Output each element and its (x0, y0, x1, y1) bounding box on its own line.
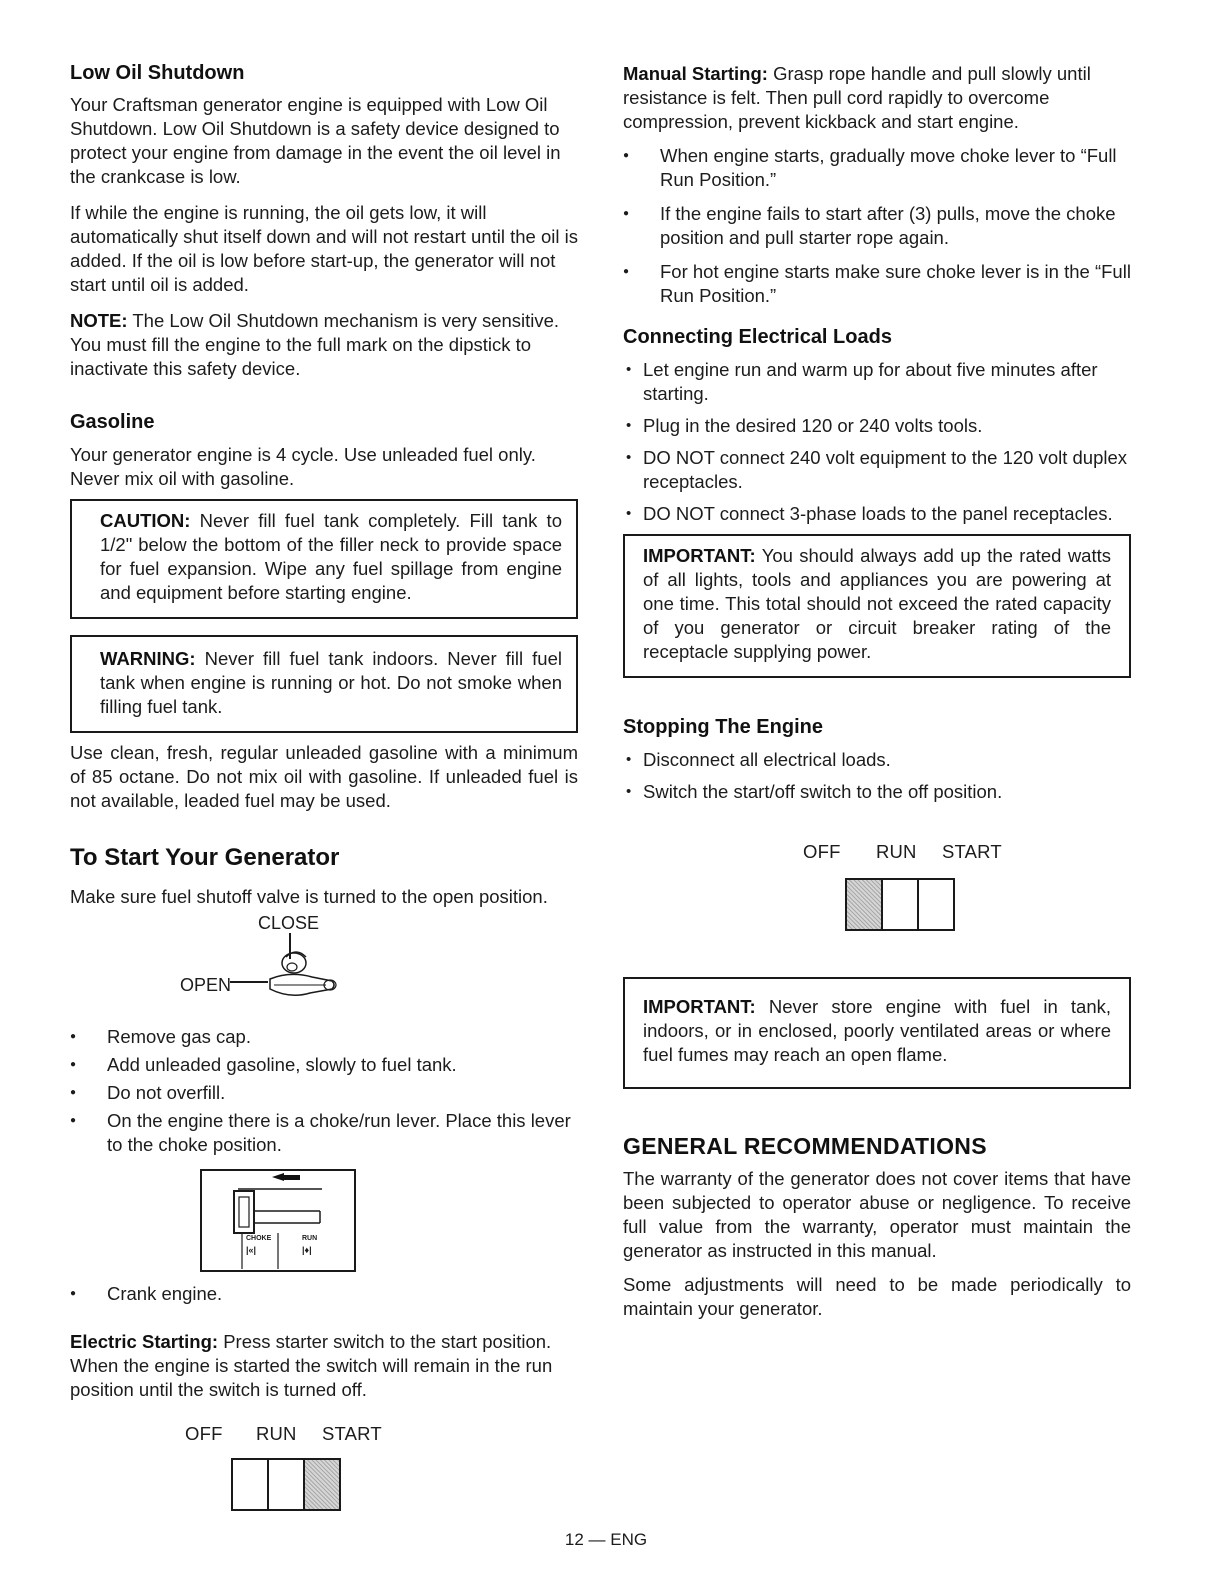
switch-labels (803, 840, 1131, 864)
list-item: ● When engine starts, gradually move choke lever to “Full Run Position.” (623, 144, 1131, 192)
start-switch (231, 1458, 341, 1511)
general-recommendations-heading: GENERAL RECOMMENDATIONS (623, 1133, 987, 1159)
note-text: The Low Oil Shutdown mechanism is very sensitive. You must fill the engine to the full mark on the dipstick to inactivate this safety device. (70, 310, 560, 379)
important-text: Never store engine with fuel in tank, indoors, or in enclosed, poorly ventilated areas or where fuel fumes may reach an open flame. (643, 996, 1112, 1065)
warning-box (70, 635, 578, 733)
switch-start-label: START (941, 841, 1002, 862)
general-paragraph-1: The warranty of the generator does not cover items that have been subjected to operator abuse or negligence. To receive full value from the warranty, operator must maintain the generator as instructed in this manual. (623, 1168, 1131, 1261)
stopping-bullet-list (623, 748, 1131, 804)
start-switch-figure (185, 1422, 578, 1511)
list-item: ● For hot engine starts make sure choke lever is in the “Full Run Position.” (623, 260, 1131, 308)
stopping-heading: Stopping The Engine (623, 716, 823, 738)
low-oil-paragraph-2: If while the engine is running, the oil gets low, it will automatically shut itself down and will not restart until the oil is added. If the oil is low before start-up, the generator will not start until oil is added. (70, 202, 578, 295)
loads-heading: Connecting Electrical Loads (623, 326, 892, 348)
important-storage-box (623, 977, 1131, 1089)
list-item: • Plug in the desired 120 or 240 volts tools. (623, 414, 1131, 438)
list-item: • DO NOT connect 3-phase loads to the panel receptacles. (623, 502, 1131, 526)
manual-starting-label: Manual Starting: (623, 63, 768, 84)
switch-off-label: OFF (185, 1423, 223, 1444)
gasoline-paragraph-1: Your generator engine is 4 cycle. Use unleaded fuel only. Never mix oil with gasoline. (70, 444, 536, 489)
switch-start-label: START (321, 1423, 382, 1444)
loads-bullet-list (623, 358, 1131, 526)
gasoline-heading: Gasoline (70, 411, 155, 433)
list-item: ● Add unleaded gasoline, slowly to fuel tank. (70, 1053, 578, 1077)
caution-box (70, 499, 578, 619)
list-item: ● Do not overfill. (70, 1081, 578, 1105)
start-bullet-list (70, 1025, 578, 1157)
choke-lever-figure (200, 1169, 356, 1272)
start-intro: Make sure fuel shutoff valve is turned to the open position. (70, 886, 548, 907)
switch-run-position (883, 880, 919, 929)
low-oil-heading: Low Oil Shutdown (70, 62, 245, 84)
choke-label: CHOKE (246, 1235, 272, 1242)
run-label: RUN (302, 1235, 318, 1242)
important-label: IMPORTANT: (643, 545, 756, 566)
valve-open-label: OPEN (180, 975, 232, 995)
valve-close-label: CLOSE (258, 913, 320, 933)
stop-switch (845, 878, 955, 931)
switch-labels (185, 1422, 578, 1446)
list-item: ● Remove gas cap. (70, 1025, 578, 1049)
svg-text:|«|: |«| (246, 1245, 257, 1255)
manual-starting-text: Grasp rope handle and pull slowly until resistance is felt. Then pull cord rapidly to overcome compression, prevent kickback and start engine. (623, 63, 1091, 132)
warning-label: WARNING: (100, 648, 196, 669)
left-column (70, 60, 578, 1511)
switch-off-position (847, 880, 883, 929)
switch-run-label: RUN (875, 841, 917, 862)
crank-list (70, 1282, 578, 1306)
fuel-valve-icon (230, 919, 350, 1009)
choke-lever-icon (202, 1171, 354, 1270)
important-text: You should always add up the rated watts of all lights, tools and appliances you are powering at one time. This total should not exceed the rated capacity of you generator or circuit breaker rating of the receptacle supplying power. (643, 545, 1111, 662)
switch-off-label: OFF (803, 841, 841, 862)
switch-start-position (305, 1460, 339, 1509)
stop-switch-figure (803, 840, 1131, 931)
low-oil-paragraph-1: Your Craftsman generator engine is equipped with Low Oil Shutdown. Low Oil Shutdown is a safety device designed to protect your engine from damage in the event the oil level in the crankcase is low. (70, 94, 561, 187)
fuel-valve-figure (70, 911, 578, 1007)
list-item: • DO NOT connect 240 volt equipment to the 120 volt duplex receptacles. (623, 446, 1131, 494)
switch-run-position (269, 1460, 305, 1509)
right-column (623, 60, 1131, 1321)
manual-starting (623, 62, 1131, 134)
svg-text:|♦|: |♦| (302, 1245, 312, 1255)
switch-start-position (919, 880, 953, 929)
list-item: • Switch the start/off switch to the off position. (623, 780, 1131, 804)
low-oil-note (70, 309, 578, 381)
list-item: ● Crank engine. (70, 1282, 578, 1306)
electric-starting (70, 1330, 578, 1402)
important-power-box (623, 534, 1131, 678)
list-item: ● If the engine fails to start after (3) pulls, move the choke position and pull starter rope again. (623, 202, 1131, 250)
note-label: NOTE: (70, 310, 128, 331)
switch-off-position (233, 1460, 269, 1509)
general-paragraph-2: Some adjustments will need to be made periodically to maintain your generator. (623, 1274, 1131, 1319)
caution-text: Never fill fuel tank completely. Fill tank to 1/2" below the bottom of the filler neck to provide space for fuel expansion. Wipe any fuel spillage from engine and equipment before starting engine. (100, 510, 562, 603)
electric-starting-label: Electric Starting: (70, 1331, 219, 1352)
warning-text: Never fill fuel tank indoors. Never fill fuel tank when engine is running or hot. Do not smoke when filling fuel tank. (100, 648, 562, 717)
start-generator-heading: To Start Your Generator (70, 844, 340, 871)
caution-label: CAUTION: (100, 510, 191, 531)
electric-starting-text: Press starter switch to the start position. When the engine is started the switch will remain in the run position until the switch is turned off. (70, 1331, 553, 1400)
gasoline-paragraph-2: Use clean, fresh, regular unleaded gasoline with a minimum of 85 octane. Do not mix oil with gasoline. If unleaded fuel is not available, leaded fuel may be used. (70, 742, 578, 811)
manual-bullet-list (623, 144, 1131, 308)
list-item: • Let engine run and warm up for about five minutes after starting. (623, 358, 1131, 406)
list-item: ● On the engine there is a choke/run lever. Place this lever to the choke position. (70, 1109, 578, 1157)
switch-run-label: RUN (255, 1423, 297, 1444)
important-label: IMPORTANT: (643, 996, 756, 1017)
page-number: 12 — ENG (564, 1530, 648, 1549)
list-item: • Disconnect all electrical loads. (623, 748, 1131, 772)
